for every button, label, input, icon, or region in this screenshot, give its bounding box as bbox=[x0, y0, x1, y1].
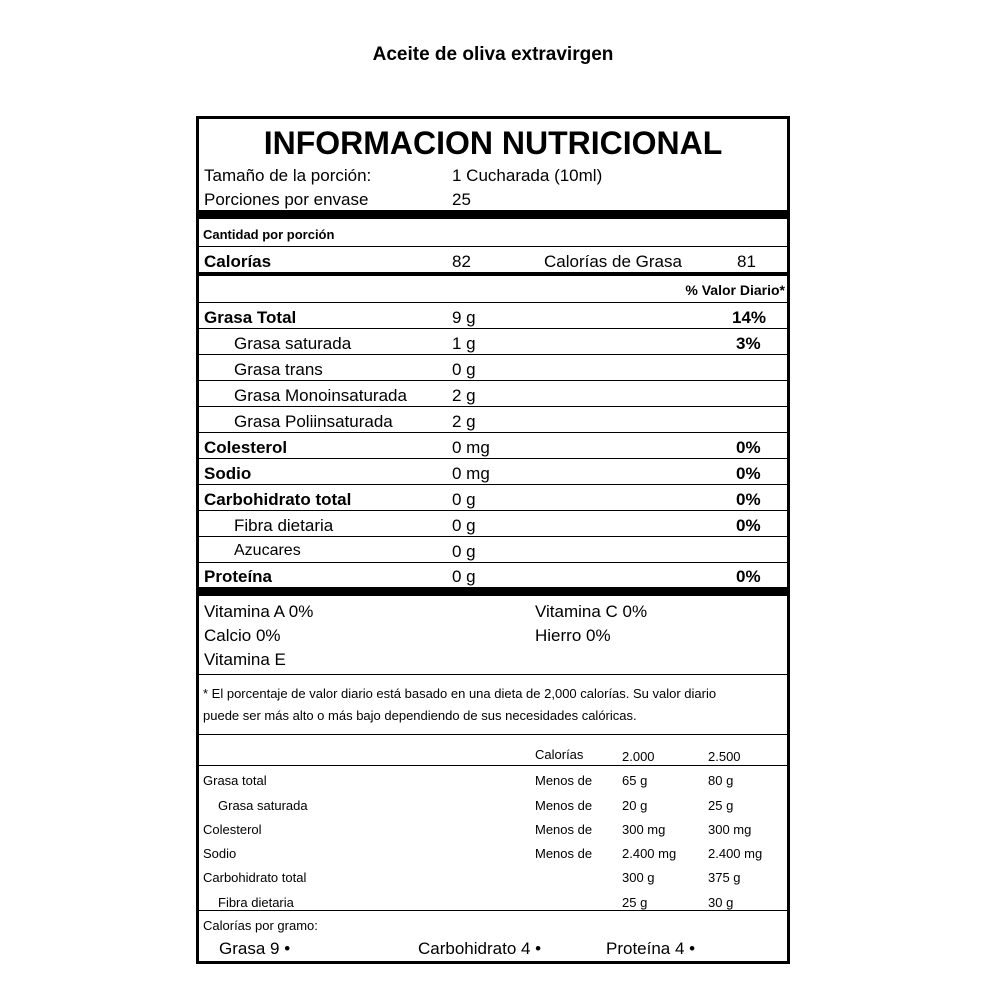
reference-row-label: Colesterol bbox=[203, 822, 262, 837]
reference-row-label: Grasa total bbox=[203, 773, 267, 788]
divider bbox=[199, 674, 787, 675]
nutrient-amount: 0 g bbox=[452, 360, 476, 379]
reference-row-label: Grasa saturada bbox=[218, 798, 308, 813]
nutrient-label: Azucares bbox=[234, 542, 301, 559]
divider bbox=[199, 910, 787, 911]
reference-header-label: Calorías bbox=[535, 747, 584, 762]
nutrition-facts-label bbox=[196, 116, 790, 964]
nutrient-label: Grasa trans bbox=[234, 360, 323, 379]
nutrient-amount: 9 g bbox=[452, 308, 476, 327]
nutrient-amount: 2 g bbox=[452, 412, 476, 431]
nutrient-amount: 0 g bbox=[452, 542, 476, 561]
nutrient-dv: 0% bbox=[736, 490, 761, 509]
nutrient-label: Colesterol bbox=[204, 438, 288, 457]
calories-per-gram-protein: Proteína 4 • bbox=[606, 939, 696, 958]
nutrient-dv: 0% bbox=[736, 516, 761, 535]
vitamin-c: Vitamina C 0% bbox=[535, 602, 648, 621]
divider bbox=[199, 328, 787, 329]
reference-header-col2: 2.500 bbox=[708, 749, 741, 764]
reference-row-col1: 25 g bbox=[622, 895, 648, 910]
reference-header-col1: 2.000 bbox=[622, 749, 655, 764]
servings-per-container-label: Porciones por envase bbox=[204, 190, 369, 209]
product-title: Aceite de oliva extravirgen bbox=[372, 44, 614, 65]
nutrient-amount: 2 g bbox=[452, 386, 476, 405]
nutrient-label: Fibra dietaria bbox=[234, 516, 334, 535]
calories-per-gram-fat: Grasa 9 • bbox=[219, 939, 291, 958]
label-heading: INFORMACION NUTRICIONAL bbox=[263, 125, 723, 161]
footnote-line-1: * El porcentaje de valor diario está basado en una dieta de 2,000 calorías. Su valor diario bbox=[203, 686, 717, 701]
nutrient-label: Carbohidrato total bbox=[204, 490, 352, 509]
servings-per-container-value: 25 bbox=[452, 190, 471, 209]
nutrient-dv: 14% bbox=[732, 308, 767, 327]
calories-label: Calorías bbox=[204, 252, 272, 271]
nutrient-label: Grasa Total bbox=[204, 308, 297, 327]
divider bbox=[199, 380, 787, 381]
nutrient-amount: 0 mg bbox=[452, 438, 490, 457]
nutrient-amount: 0 mg bbox=[452, 464, 490, 483]
reference-row-col1: 65 g bbox=[622, 773, 648, 788]
divider bbox=[199, 562, 787, 563]
calories-from-fat-label: Calorías de Grasa bbox=[544, 252, 682, 271]
nutrient-label: Grasa Poliinsaturada bbox=[234, 412, 393, 431]
reference-row-col1: 300 g bbox=[622, 870, 655, 885]
nutrient-label: Sodio bbox=[204, 464, 252, 483]
reference-row-col2: 375 g bbox=[708, 870, 741, 885]
reference-row-col2: 25 g bbox=[708, 798, 734, 813]
divider bbox=[199, 246, 787, 247]
divider bbox=[199, 432, 787, 433]
nutrient-amount: 0 g bbox=[452, 516, 476, 535]
divider bbox=[199, 302, 787, 303]
calories-per-gram-carb: Carbohidrato 4 • bbox=[418, 939, 542, 958]
reference-row-label: Carbohidrato total bbox=[203, 870, 307, 885]
divider bbox=[199, 536, 787, 537]
calcium: Calcio 0% bbox=[204, 626, 281, 645]
calories-value: 82 bbox=[452, 252, 471, 271]
reference-row-col2: 30 g bbox=[708, 895, 734, 910]
nutrient-dv: 0% bbox=[736, 438, 761, 457]
footnote-line-2: puede ser más alto o más bajo dependiendo de sus necesidades calóricas. bbox=[203, 708, 637, 723]
iron: Hierro 0% bbox=[535, 626, 611, 645]
reference-row-col1: 2.400 mg bbox=[622, 846, 677, 861]
divider bbox=[199, 406, 787, 407]
nutrient-label: Proteína bbox=[204, 567, 273, 586]
reference-row-col1: 300 mg bbox=[622, 822, 666, 837]
divider bbox=[199, 510, 787, 511]
divider bbox=[199, 734, 787, 735]
reference-row-col1: 20 g bbox=[622, 798, 648, 813]
calories-per-gram-label: Calorías por gramo: bbox=[203, 918, 318, 933]
nutrient-label: Grasa Monoinsaturada bbox=[234, 386, 407, 405]
divider bbox=[199, 484, 787, 485]
divider bbox=[199, 458, 787, 459]
reference-row-col2: 80 g bbox=[708, 773, 734, 788]
reference-row-col2: 2.400 mg bbox=[708, 846, 763, 861]
reference-row-label: Fibra dietaria bbox=[218, 895, 294, 910]
nutrient-amount: 0 g bbox=[452, 490, 476, 509]
amount-per-serving: Cantidad por porción bbox=[203, 227, 335, 242]
divider bbox=[199, 765, 787, 766]
reference-row-qualifier: Menos de bbox=[535, 822, 593, 837]
nutrient-dv: 3% bbox=[736, 334, 761, 353]
thick-divider bbox=[199, 210, 787, 219]
serving-size-value: 1 Cucharada (10ml) bbox=[452, 166, 603, 185]
divider bbox=[199, 354, 787, 355]
nutrient-dv: 0% bbox=[736, 567, 761, 586]
reference-row-col2: 300 mg bbox=[708, 822, 752, 837]
daily-value-header: % Valor Diario* bbox=[685, 282, 785, 298]
thick-divider bbox=[199, 587, 787, 596]
reference-row-qualifier: Menos de bbox=[535, 846, 593, 861]
reference-row-qualifier: Menos de bbox=[535, 798, 593, 813]
nutrient-dv: 0% bbox=[736, 464, 761, 483]
vitamin-a: Vitamina A 0% bbox=[204, 602, 314, 621]
calories-from-fat-value: 81 bbox=[737, 252, 756, 271]
reference-row-qualifier: Menos de bbox=[535, 773, 593, 788]
vitamin-e: Vitamina E bbox=[204, 650, 286, 669]
nutrient-label: Grasa saturada bbox=[234, 334, 352, 353]
medium-divider bbox=[199, 272, 787, 276]
nutrient-amount: 1 g bbox=[452, 334, 476, 353]
nutrient-amount: 0 g bbox=[452, 567, 476, 586]
serving-size-label: Tamaño de la porción: bbox=[204, 166, 372, 185]
reference-row-label: Sodio bbox=[203, 846, 237, 861]
